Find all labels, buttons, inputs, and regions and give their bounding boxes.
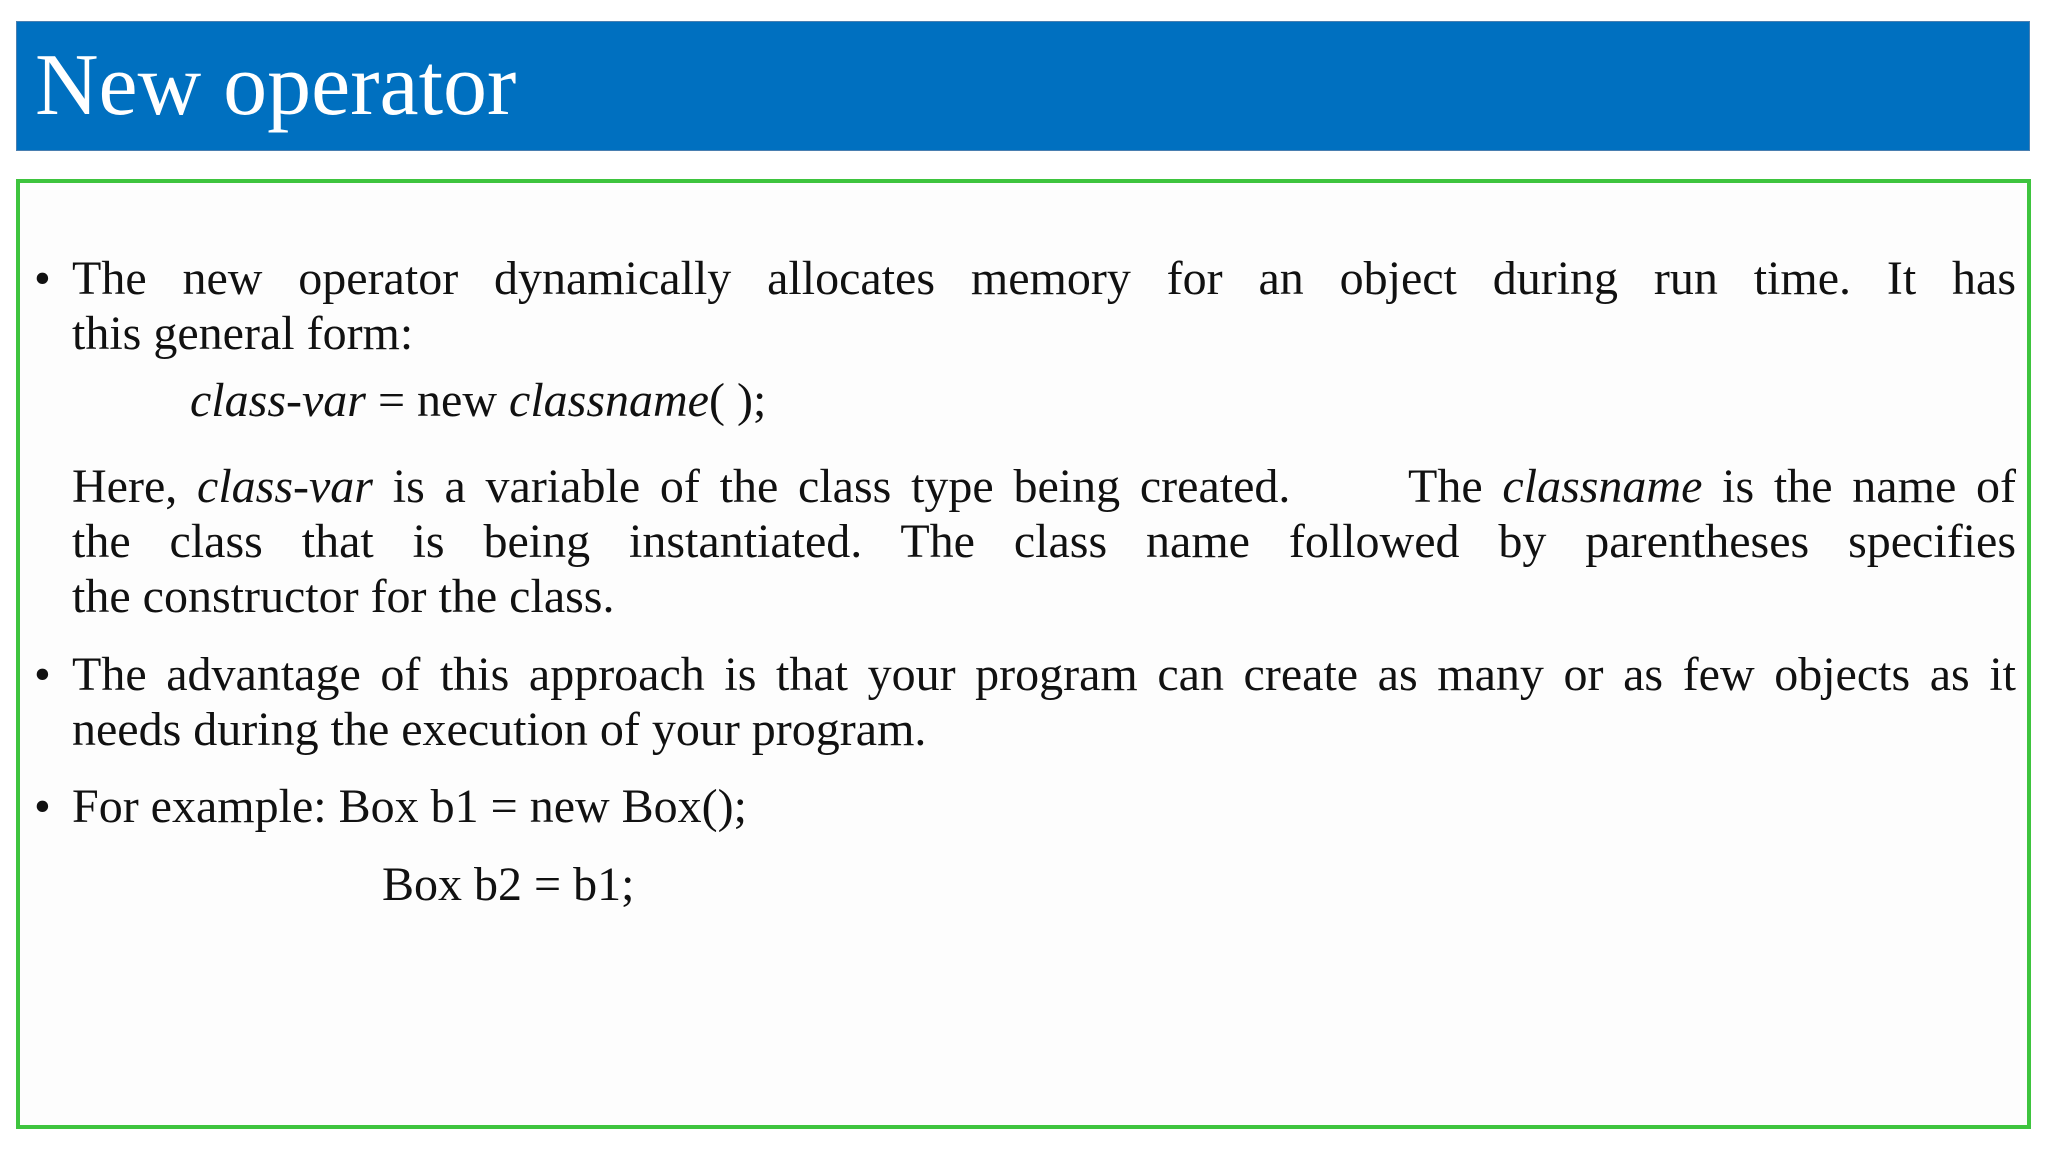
explain-class-var: class-var (197, 460, 373, 513)
bullet-2-text (72, 647, 2016, 757)
bullet-3-line-2: Box b2 = b1; (382, 858, 635, 911)
explain-post: is the name of (1702, 460, 2016, 513)
general-form (190, 373, 766, 428)
form-classname: classname (509, 374, 709, 427)
explain-line-3: the constructor for the class. (72, 570, 615, 623)
bullet-1-line-2: this general form: (72, 307, 414, 360)
content-frame (16, 179, 2031, 1129)
form-end: ( ); (708, 374, 767, 427)
explain-line-2: the class that is being instantiated. The class name followed by parentheses specifies (72, 515, 2016, 568)
bullet-2-line-1: The advantage of this approach is that your program can create as many or as few objects as it (72, 648, 2016, 701)
form-class-var: class-var (190, 374, 366, 427)
title-bar (16, 21, 2030, 151)
bullet-1-text (72, 251, 2016, 361)
explain-pre: Here, (72, 460, 198, 513)
bullet-marker: • (34, 780, 51, 833)
form-mid: = new (365, 374, 510, 427)
explain-mid: is a variable of the class type being created. The (372, 460, 1503, 513)
bullet-marker: • (34, 252, 51, 305)
explain-line-1 (72, 459, 2016, 514)
bullet-3-line-1: For example: Box b1 = new Box(); (72, 780, 747, 833)
bullet-1-line-1: The new operator dynamically allocates memory for an object during run time. It has (72, 252, 2016, 305)
explain-classname: classname (1502, 460, 1703, 513)
slide-title: New operator (35, 37, 517, 134)
bullet-2-line-2: needs during the execution of your program. (72, 703, 927, 756)
bullet-marker: • (34, 648, 51, 701)
bullet-1-explanation (72, 459, 2016, 624)
